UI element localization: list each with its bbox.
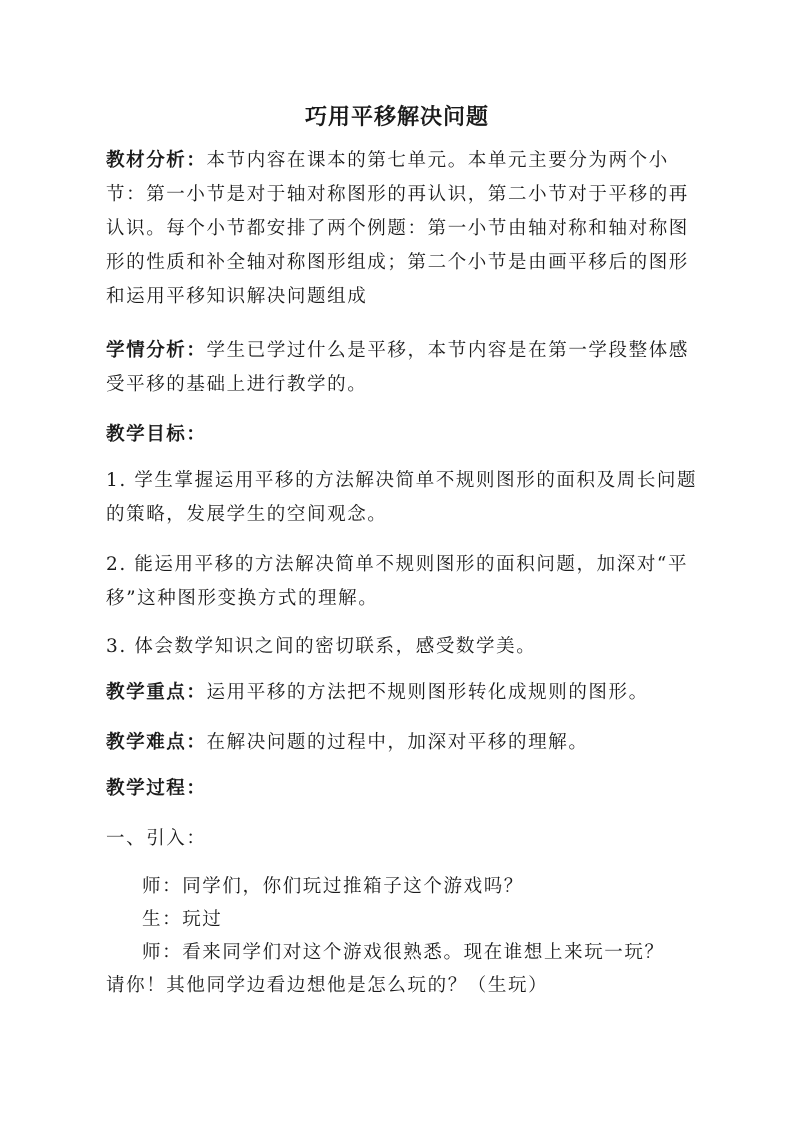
goal-item: 1. 学生掌握运用平移的方法解决简单不规则图形的面积及周长问题的策略，发展学生的空间观念。 [106, 470, 698, 525]
process-heading [106, 772, 700, 806]
difficulty-text: 在解决问题的过程中，加深对平移的理解。 [206, 732, 589, 753]
key-point [106, 676, 700, 710]
page-title: 巧用平移解决问题 [304, 104, 489, 130]
student-analysis [106, 334, 700, 402]
process-label: 教学过程： [106, 778, 207, 799]
dialog-line: 师：看来同学们对这个游戏很熟悉。现在谁想上来玩一玩？ [142, 942, 665, 963]
goal-item: 2. 能运用平移的方法解决简单不规则图形的面积问题，加深对“平移”这种图形变换方式的理解。 [106, 554, 689, 609]
student-analysis-label: 学情分析： [106, 340, 207, 361]
dialog-line: 生：玩过 [142, 909, 223, 930]
student-analysis-text: 学生已学过什么是平移，本节内容是在第一学段整体感受平移的基础上进行教学的。 [106, 340, 689, 395]
material-analysis-label: 教材分析： [106, 150, 207, 171]
material-analysis [106, 144, 700, 314]
material-analysis-text: 本节内容在课本的第七单元。本单元主要分为两个小节：第一小节是对于轴对称图形的再认识，第二小节对于平移的再认识。每个小节都安排了两个例题：第一小节由轴对称和轴对称图形的性质和补全轴对称图形组成；第二个小节是由画平移后的图形和运用平移知识解决问题组成 [106, 150, 689, 307]
goals-heading [106, 418, 700, 452]
goal-item: 3. 体会数学知识之间的密切联系，感受数学美。 [106, 636, 537, 657]
goals-label: 教学目标： [106, 424, 207, 445]
difficulty [106, 726, 700, 760]
section-intro-heading: 一、引入： [106, 828, 207, 849]
key-point-text: 运用平移的方法把不规则图形转化成规则的图形。 [206, 682, 649, 703]
dialog [106, 870, 700, 1002]
key-point-label: 教学重点： [106, 682, 207, 703]
dialog-line: 师：同学们，你们玩过推箱子这个游戏吗？ [142, 876, 524, 897]
difficulty-label: 教学难点： [106, 732, 207, 753]
dialog-line: 请你！其他同学边看边想他是怎么玩的？（生玩） [106, 975, 549, 996]
